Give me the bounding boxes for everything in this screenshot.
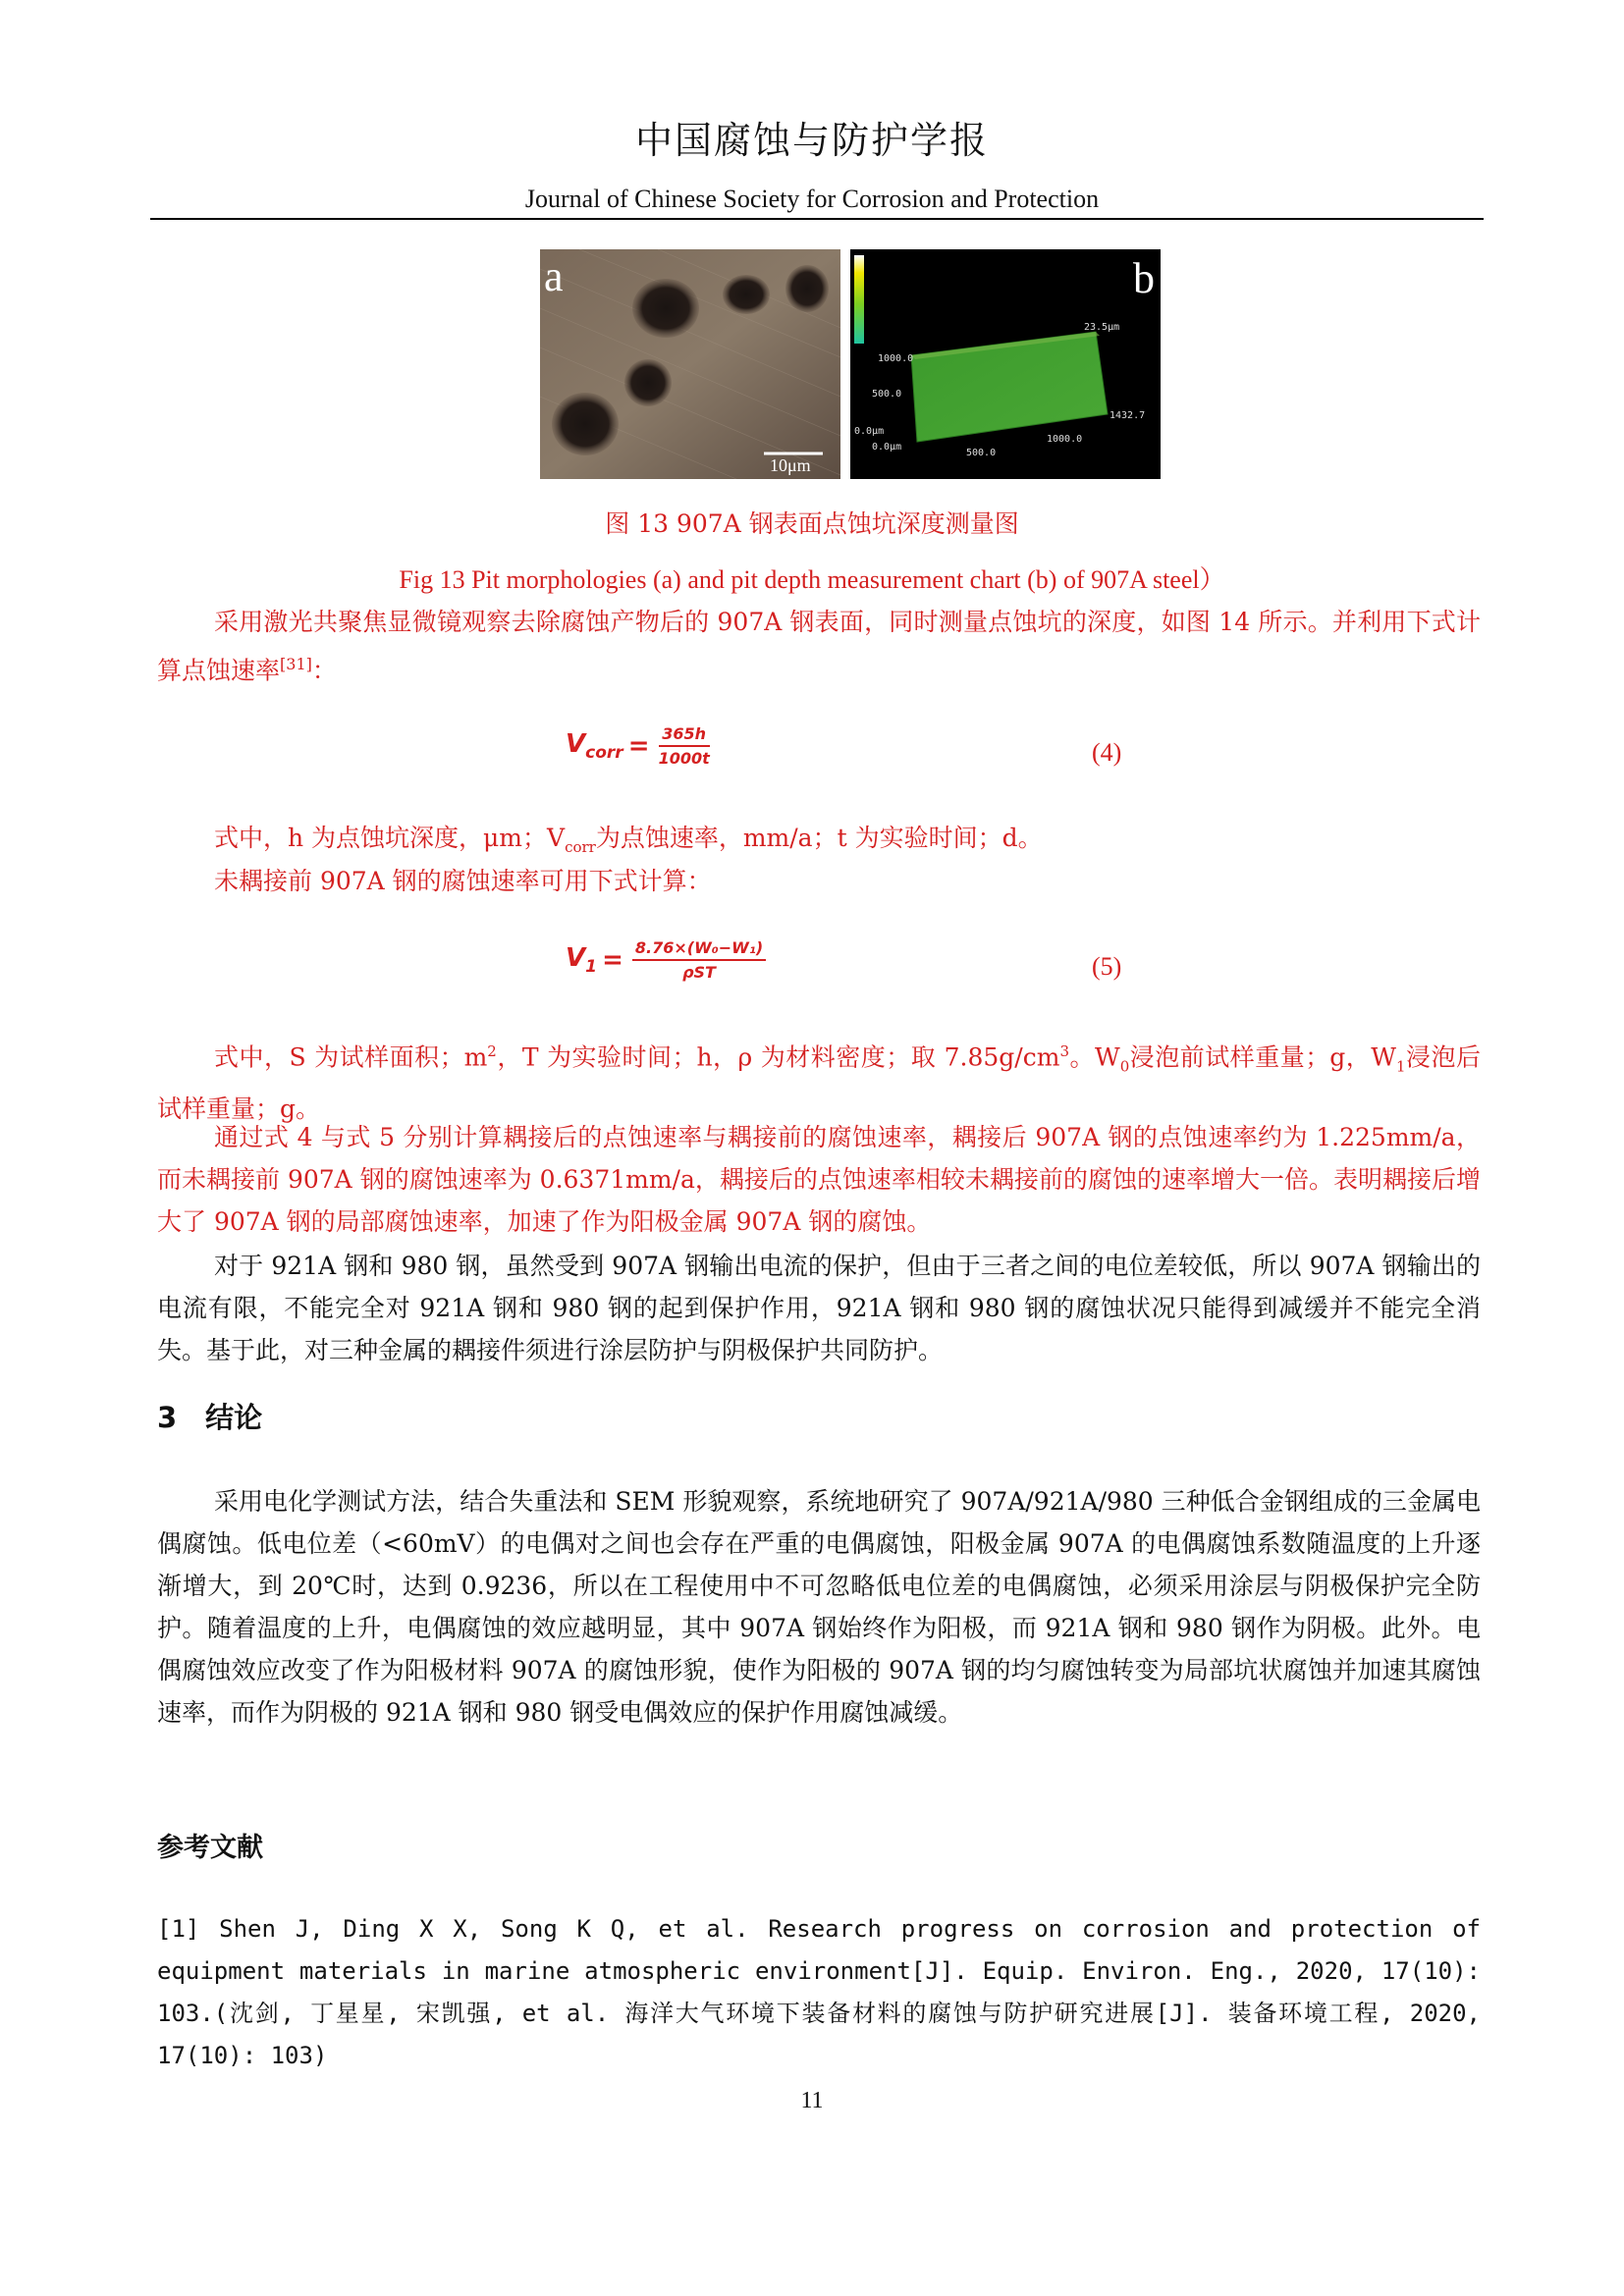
paragraph-cathode-protection: 对于 921A 钢和 980 钢，虽然受到 907A 钢输出电流的保护，但由于三者之间的电位差较低，所以 907A 钢输出的电流有限，不能完全对 921A 钢和 980 钢的起到保护作用，921A 钢和 980 钢的腐蚀状况只能得到减缓并不能完全消失。基于此，对三种金属的耦接件须进行涂层防护与阴极保护共同防护。 [157,1252,1481,1364]
svg-text:1432.7: 1432.7 [1110,410,1146,421]
page-number: 11 [800,2088,824,2113]
paragraph-conclusion: 采用电化学测试方法，结合失重法和 SEM 形貌观察，系统地研究了 907A/921A/980 三种低合金钢组成的三金属电偶腐蚀。低电位差（<60mV）的电偶对之间也会存在严重的电偶腐蚀，阳极金属 907A 的电偶腐蚀系数随温度的上升逐渐增大，到 20℃时，达到 0.9236，所以在工程使用中不可忽略低电位差的电偶腐蚀，必须采用涂层与阴极保护完全防护。随着温度的上升，电偶腐蚀的效应越明显，其中 907A 钢始终作为阳极，而 921A 钢和 980 钢作为阴极。此外。电偶腐蚀效应改变了作为阳极材料 907A 的腐蚀形貌，使作为阳极的 907A 钢的均匀腐蚀转变为局部坑状腐蚀并加速其腐蚀速率，而作为阴极的 921A 钢和 980 钢受电偶效应的保护作用腐蚀减缓。 [157,1487,1481,1727]
journal-title: 中国腐蚀与防护学报 [634,119,989,162]
panel-b-label: b [1133,254,1155,302]
equation-5: $V_1$ = $\frac{\text{8.76×(W₀−W₁)}}{\text{ρST}}$ [566,938,766,982]
equation-4: $V_{corr}$ = $\frac{365h}{1000t}$ [566,724,710,768]
paragraph-uncoupled-rate: 未耦接前 907A 钢的腐蚀速率可用下式计算： [214,867,712,895]
svg-text:500.0: 500.0 [966,448,997,458]
paragraph-eq5-where: 式中，S 为试样面积；$m^2$，T 为实验时间；h，ρ 为材料密度；取 $7.85g/cm^3$。$W_0$浸泡前试样重量；g，$W_1$浸泡后试样重量；g。 [157,1042,1481,1124]
figure-panel-b [850,249,1161,479]
equation-5-number: (5) [1092,952,1122,981]
svg-text:1000.0: 1000.0 [1047,434,1083,445]
reference-item: [1] Shen J, Ding X X, Song K Q, et al. Research progress on corrosion and protection of equipment materials in marine atmospheric environment[J]. Equip. Environ. Eng., 2020, 17(10): 103.(沈剑, 丁星星, 宋凯强, et al. 海洋大气环境下装备材料的腐蚀与防护研究进展[J]. 装备环境工程, 2020, 17(10): 103) [157,1915,1481,2069]
paragraph-rate-comparison: 通过式 4 与式 5 分别计算耦接后的点蚀速率与耦接前的腐蚀速率，耦接后 907A 钢的点蚀速率约为 1.225mm/a，而未耦接前 907A 钢的腐蚀速率为 0.6371mm/a，耦接后的点蚀速率相较未耦接前的腐蚀的速率增大一倍。表明耦接后增大了 907A 钢的局部腐蚀速率，加速了作为阳极金属 907A 钢的腐蚀。 [157,1123,1481,1236]
svg-text:23.5μm: 23.5μm [1084,322,1120,333]
journal-subtitle: Journal of Chinese Society for Corrosion and Protection [524,185,1100,213]
equation-4-number: (4) [1092,738,1122,767]
scale-label: 10μm [770,455,811,475]
figure-panel-a [540,249,840,479]
svg-text:0.0μm: 0.0μm [872,442,902,453]
panel-a-label: a [544,252,564,300]
figure-caption-cn: 图 13 907A 钢表面点蚀坑深度测量图 [605,509,1019,538]
color-scale-bar [854,255,864,344]
references-heading: 参考文献 [157,1833,263,1863]
depth-map-image [850,249,1161,479]
header-rule [150,218,1484,220]
micrograph-image [540,249,840,479]
paragraph-laser-method: 采用激光共聚焦显微镜观察去除腐蚀产物后的 907A 钢表面，同时测量点蚀坑的深度，如图 14 所示。并利用下式计算点蚀速率[31]： [157,608,1481,685]
svg-text:0.0μm: 0.0μm [854,426,885,437]
paragraph-eq4-where: 式中，h 为点蚀坑深度，μm；$V_{corr}$为点蚀速率，mm/a；t 为实验时间；d。 [214,824,1043,856]
figure-caption-en: Fig 13 Pit morphologies (a) and pit depth measurement chart (b) of 907A steel） [399,565,1225,594]
svg-text:1000.0: 1000.0 [878,353,914,364]
svg-text:500.0: 500.0 [872,389,902,400]
section-heading-conclusion: 3 结论 [157,1401,263,1434]
